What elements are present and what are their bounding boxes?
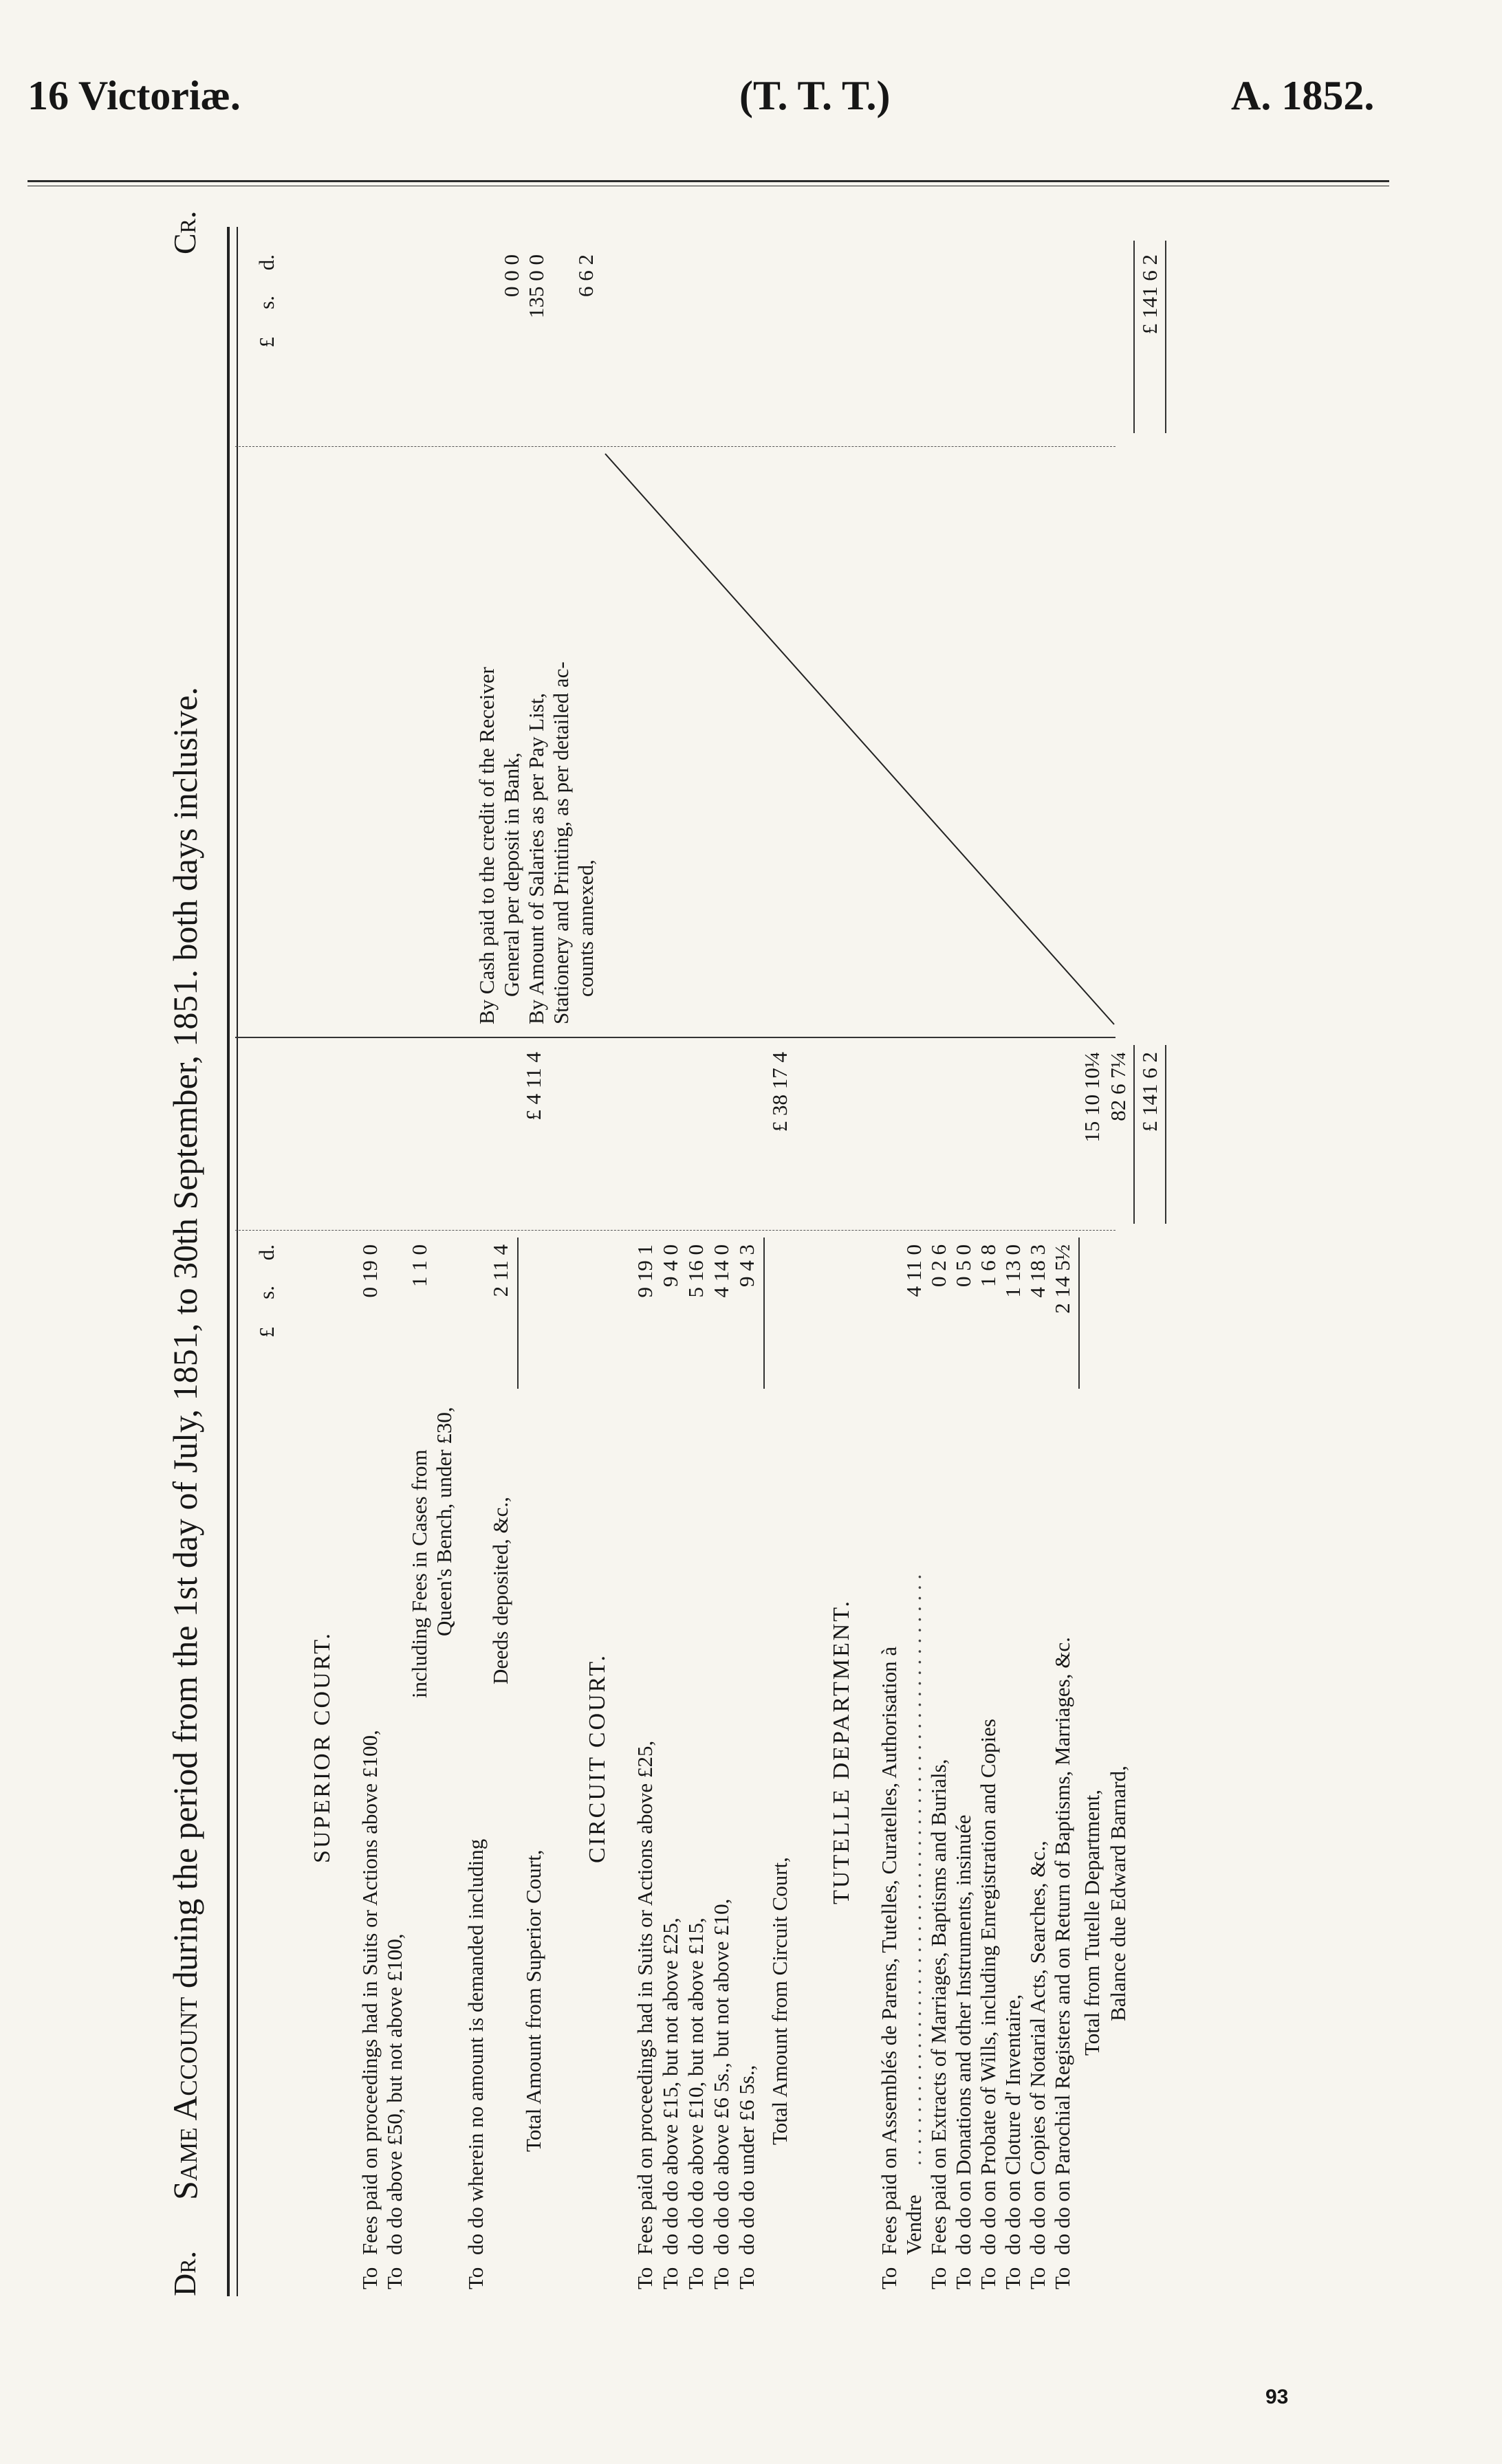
superior-row-amount: 1 1 0	[407, 1244, 431, 1287]
tutelle-row-prefix: To	[1001, 2267, 1025, 2289]
tutelle-heading: TUTELLE DEPARTMENT.	[829, 1598, 854, 1904]
circuit-court-heading: CIRCUIT COURT.	[585, 1653, 610, 1863]
superior-row-amount: 0 19 0	[358, 1244, 382, 1298]
tutelle-row-text: do do on Copies of Notarial Acts, Searches, &c.,	[1025, 1840, 1049, 2255]
circuit-row-prefix: To	[734, 2267, 759, 2289]
balance-amount: 82 6 7¼	[1106, 1052, 1130, 1121]
circuit-row-amount: 9 19 1	[633, 1244, 657, 1298]
money-head-l: £	[254, 1327, 279, 1338]
tutelle-row-amount: 0 2 6	[926, 1244, 950, 1287]
tutelle-row-prefix: To	[1025, 2267, 1049, 2289]
superior-row-text: do do above £50, but not above £100,	[382, 1933, 406, 2255]
superior-row-prefix: To	[358, 2267, 382, 2289]
circuit-row-text: Fees paid on proceedings had in Suits or Actions above £25,	[633, 1740, 657, 2255]
tutelle-row-amount: 4 18 3	[1025, 1244, 1049, 1298]
tutelle-total: 15 10 10¼	[1080, 1052, 1104, 1143]
superior-row-amount: 2 11 4	[488, 1244, 512, 1297]
credit-row-amount: 135 0 0	[524, 254, 548, 318]
tutelle-row-amount: 4 11 0	[902, 1244, 926, 1297]
tutelle-row-prefix: To	[1050, 2267, 1074, 2289]
tutelle-row-prefix: To	[926, 2267, 950, 2289]
superior-row-text: Deeds deposited, &c.,	[488, 1497, 512, 1684]
dr-label: Dr.	[167, 2250, 202, 2296]
money-head-s: s.	[254, 1286, 279, 1299]
circuit-row-text: do do do above £6 5s., but not above £10,	[709, 1898, 733, 2255]
circuit-row-amount: 5 16 0	[684, 1244, 708, 1298]
tutelle-row-prefix: To	[951, 2267, 975, 2289]
tutelle-row-text: Vendre	[902, 2194, 926, 2255]
balance-label: Balance due Edward Barnard,	[1106, 1766, 1130, 2021]
circuit-row-prefix: To	[633, 2267, 657, 2289]
circuit-row-amount: 4 14 0	[709, 1244, 733, 1298]
tutelle-row-amount: 1 13 0	[1001, 1244, 1025, 1298]
credit-row-text: General per deposit in Bank,	[499, 752, 523, 997]
tutelle-row-text: Fees paid on Assemblés de Parens, Tutelles, Curatelles, Authorisation à	[877, 1646, 901, 2255]
circuit-total: £ 38 17 4	[768, 1052, 792, 1132]
superior-total-label: Total Amount from Superior Court,	[521, 1849, 545, 2152]
header-left: 16 Victoriæ.	[28, 73, 241, 118]
superior-row-text: Queen's Bench, under £30,	[432, 1407, 456, 1636]
tutelle-row-text: do do on Donations and other Instruments, insinuée	[951, 1814, 975, 2255]
diagonal-cancel-line	[158, 103, 1341, 2303]
superior-row-prefix: To	[464, 2267, 488, 2289]
credit-head-s: s.	[254, 296, 279, 309]
circuit-row-text: do do do above £15, but not above £25,	[658, 1917, 682, 2255]
credit-head-d: d.	[254, 254, 279, 271]
tutelle-total-label: Total from Tutelle Department,	[1080, 1790, 1104, 2056]
account-page	[158, 103, 1341, 2303]
tutelle-row-text: do do on Probate of Wills, including Enregistration and Copies	[976, 1719, 1000, 2255]
circuit-row-amount: 9 4 3	[734, 1244, 759, 1287]
leader-dots: . . . . . . . . . . . . . . . . . . . . . . . . . . . . . . . . . . . . . . . . . . . . . . . . . . . . . . . .	[902, 1574, 926, 2166]
title-rest: during the period from the 1st day of July, 1851, to 30th September, 1851. both days inclusive.	[166, 687, 204, 1989]
circuit-row-text: do do do above £10, but not above £15,	[684, 1917, 708, 2255]
debit-grand-total: £ 141 6 2	[1138, 1052, 1162, 1132]
superior-row-prefix: To	[382, 2267, 406, 2289]
cr-label: Cr.	[167, 210, 202, 254]
tutelle-row-amount: 0 5 0	[951, 1244, 975, 1287]
credit-row-text: counts annexed,	[574, 859, 598, 997]
tutelle-row-text: do do on Parochial Registers and on Return of Baptisms, Marriages, &c.	[1050, 1637, 1074, 2255]
superior-court-heading: SUPERIOR COURT.	[309, 1631, 335, 1863]
circuit-row-prefix: To	[684, 2267, 708, 2289]
credit-grand-total: £ 141 6 2	[1138, 254, 1162, 335]
superior-row-text: do do wherein no amount is demanded including	[464, 1838, 488, 2255]
superior-total: £ 4 11 4	[521, 1052, 545, 1121]
credit-row-amount: 0 0 0	[499, 254, 523, 297]
header-center: (T. T. T.)	[739, 73, 891, 118]
tutelle-row-amount: 2 14 5½	[1050, 1244, 1074, 1314]
circuit-row-prefix: To	[709, 2267, 733, 2289]
superior-row-text: including Fees in Cases from	[407, 1449, 431, 1698]
credit-row-text: By Amount of Salaries as per Pay List,	[524, 692, 548, 1024]
circuit-row-prefix: To	[658, 2267, 682, 2289]
header-right: A. 1852.	[1231, 73, 1375, 118]
credit-row-amount: 6 6 2	[574, 254, 598, 297]
credit-row-text: Stationery and Printing, as per detailed ac-	[549, 661, 573, 1024]
circuit-total-label: Total Amount from Circuit Court,	[768, 1857, 792, 2145]
circuit-row-amount: 9 4 0	[658, 1244, 682, 1287]
circuit-row-text: do do do under £6 5s.,	[734, 2065, 759, 2255]
page-number: 93	[1265, 2386, 1289, 2408]
money-head-d: d.	[254, 1244, 279, 1261]
tutelle-row-amount: 1 6 8	[976, 1244, 1000, 1287]
tutelle-row-prefix: To	[976, 2267, 1000, 2289]
tutelle-row-text: do do on Cloture d' Inventaire,	[1001, 1994, 1025, 2255]
tutelle-row-text: Fees paid on Extracts of Marriages, Baptisms and Burials,	[926, 1759, 950, 2255]
credit-head-l: £	[254, 337, 279, 348]
superior-row-text: Fees paid on proceedings had in Suits or Actions above £100,	[358, 1730, 382, 2255]
title-lead: Same Account	[166, 1996, 204, 2200]
tutelle-row-prefix: To	[877, 2267, 901, 2289]
credit-row-text: By Cash paid to the credit of the Receiver	[475, 667, 499, 1024]
